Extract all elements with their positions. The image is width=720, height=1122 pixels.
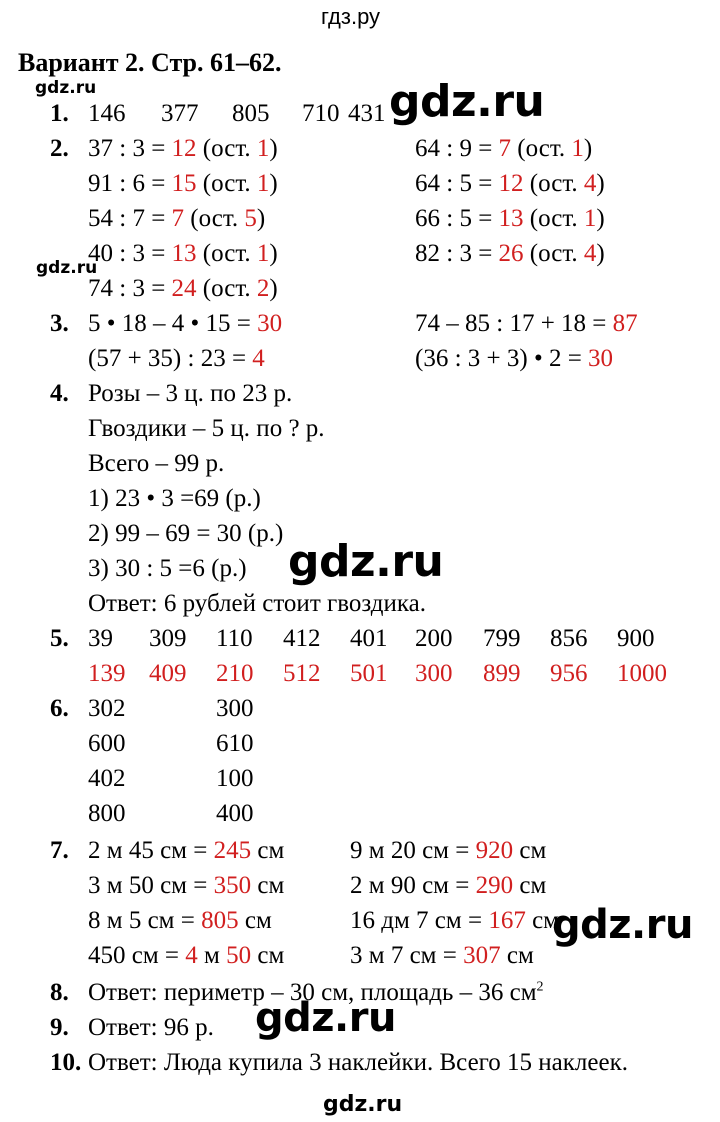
solution-line: Всего – 99 р.: [88, 450, 225, 477]
answer: 30: [257, 310, 283, 337]
remainder-label: (ост.: [511, 135, 572, 162]
expression-row: [88, 346, 265, 371]
answer-remainder: 4: [583, 170, 597, 197]
expression: 37 : 3 =: [88, 135, 172, 162]
answer-quotient: 12: [498, 170, 524, 197]
answer-quotient: 24: [171, 275, 197, 302]
task1-value: 146: [88, 100, 126, 127]
number-cell: 400: [216, 800, 254, 827]
answer: 4: [185, 942, 198, 969]
given-number: 309: [149, 625, 187, 652]
expression: 450 см =: [88, 942, 186, 969]
answer-number: 300: [415, 660, 453, 687]
conversion-row: [350, 873, 546, 898]
task-number: 6.: [50, 695, 69, 722]
task-number: 7.: [50, 837, 69, 864]
answer-number: 899: [483, 660, 521, 687]
answer-remainder: 1: [256, 170, 270, 197]
given-number: 856: [550, 625, 588, 652]
expression: 16 дм 7 см =: [350, 907, 489, 934]
answer-number: 139: [88, 660, 126, 687]
number-cell: 600: [88, 730, 126, 757]
number-cell: 302: [88, 695, 126, 722]
answer: 307: [463, 942, 501, 969]
answer-remainder: 4: [583, 240, 597, 267]
answer: 4: [252, 345, 265, 372]
expression: 54 : 7 =: [88, 205, 172, 232]
answer-quotient: 15: [171, 170, 197, 197]
answer-quotient: 7: [171, 205, 185, 232]
answer-line: Ответ: 6 рублей стоит гвоздика.: [88, 590, 427, 617]
remainder-label: (ост.: [184, 205, 245, 232]
division-row: [415, 241, 605, 266]
bracket: ): [596, 205, 605, 232]
conversion-row: [88, 943, 284, 968]
site-header[interactable]: гдз.ру: [321, 4, 381, 29]
remainder-label: (ост.: [196, 240, 257, 267]
answer: 350: [213, 872, 252, 899]
watermark-small: gdz.ru: [35, 78, 97, 98]
division-row: [88, 206, 265, 231]
answer-number: 501: [350, 660, 388, 687]
expression-row: [88, 311, 282, 336]
number-cell: 100: [216, 765, 254, 792]
answer-remainder: 1: [256, 135, 270, 162]
remainder-label: (ост.: [196, 170, 257, 197]
task1-value: 805: [232, 100, 270, 127]
bracket: ): [269, 240, 278, 267]
solution-line: Гвоздики – 5 ц. по ? р.: [88, 415, 325, 442]
bracket: ): [269, 135, 278, 162]
expression: 40 : 3 =: [88, 240, 172, 267]
expression: 64 : 5 =: [415, 170, 499, 197]
bracket: ): [596, 240, 605, 267]
task-number: 10.: [50, 1049, 82, 1076]
answer: 87: [612, 310, 638, 337]
division-row: [88, 171, 278, 196]
answer-remainder: 1: [256, 240, 270, 267]
answer-line: Ответ: Люда купила 3 наклейки. Всего 15 наклеек.: [88, 1049, 628, 1076]
answer-number: 210: [216, 660, 254, 687]
given-number: 900: [617, 625, 655, 652]
task-number: 1.: [50, 100, 69, 127]
unit: м: [197, 942, 227, 969]
task-number: 2.: [50, 135, 69, 162]
answer-remainder: 1: [583, 205, 597, 232]
answer-line: [88, 980, 544, 1005]
task1-value: 710: [302, 100, 340, 127]
watermark-large: gdz.ru: [255, 995, 396, 1041]
conversion-row: [88, 838, 284, 863]
unit: см: [525, 907, 559, 934]
remainder-label: (ост.: [523, 205, 584, 232]
unit: см: [251, 837, 285, 864]
watermark-large: gdz.ru: [288, 536, 444, 587]
unit: см: [238, 907, 272, 934]
expression: 2 м 45 см =: [88, 837, 214, 864]
number-cell: 402: [88, 765, 126, 792]
unit: см: [513, 837, 547, 864]
answer-number: 512: [283, 660, 321, 687]
answer-quotient: 13: [498, 205, 524, 232]
watermark-large: gdz.ru: [389, 76, 545, 127]
unit: см: [251, 942, 285, 969]
conversion-row: [88, 873, 284, 898]
solution-line: 1) 23 • 3 =69 (р.): [88, 485, 261, 512]
number-cell: 800: [88, 800, 126, 827]
unit: см: [513, 872, 547, 899]
expression: 82 : 3 =: [415, 240, 499, 267]
given-number: 799: [483, 625, 521, 652]
expression: 9 м 20 см =: [350, 837, 476, 864]
given-number: 200: [415, 625, 453, 652]
expression: 5 • 18 – 4 • 15 =: [88, 310, 258, 337]
bracket: ): [596, 170, 605, 197]
answer: 290: [475, 872, 514, 899]
answer-remainder: 5: [244, 205, 257, 232]
page-title: Вариант 2. Стр. 61–62.: [18, 48, 282, 77]
conversion-row: [350, 943, 534, 968]
conversion-row: [88, 908, 272, 933]
division-row: [88, 276, 278, 301]
expression: 2 м 90 см =: [350, 872, 476, 899]
remainder-label: (ост.: [523, 170, 584, 197]
answer: 30: [588, 345, 614, 372]
task-number: 4.: [50, 380, 69, 407]
bracket: ): [269, 170, 278, 197]
answer-remainder: 2: [256, 275, 270, 302]
answer-quotient: 13: [171, 240, 197, 267]
expression: 64 : 9 =: [415, 135, 499, 162]
superscript: 2: [536, 979, 544, 995]
division-row: [415, 206, 605, 231]
task-number: 3.: [50, 310, 69, 337]
solution-line: Розы – 3 ц. по 23 р.: [88, 380, 293, 407]
task-number: 8.: [50, 979, 69, 1006]
answer-number: 956: [550, 660, 588, 687]
answer-number: 409: [149, 660, 187, 687]
answer: 245: [213, 837, 252, 864]
solution-line: 2) 99 – 69 = 30 (р.): [88, 520, 284, 547]
task1-value: 431: [348, 100, 386, 127]
answer: 805: [201, 907, 239, 934]
remainder-label: (ост.: [196, 135, 257, 162]
expression: 74 – 85 : 17 + 18 =: [415, 310, 613, 337]
division-row: [415, 136, 592, 161]
task-number: 5.: [50, 625, 69, 652]
answer-remainder: 1: [571, 135, 584, 162]
task1-value: 377: [161, 100, 199, 127]
answer: 50: [226, 942, 252, 969]
expression: 3 м 7 см =: [350, 942, 464, 969]
answer: 920: [475, 837, 514, 864]
answer-number: 1000: [617, 660, 667, 687]
remainder-label: (ост.: [196, 275, 257, 302]
division-row: [415, 171, 605, 196]
answer-quotient: 26: [498, 240, 524, 267]
expression: 91 : 6 =: [88, 170, 172, 197]
answer: 167: [488, 907, 526, 934]
expression-row: [415, 311, 638, 336]
task-number: 9.: [50, 1014, 69, 1041]
watermark-bottom[interactable]: gdz.ru: [323, 1092, 403, 1117]
division-row: [88, 136, 278, 161]
given-number: 401: [350, 625, 388, 652]
expression-row: [415, 346, 613, 371]
expression: (57 + 35) : 23 =: [88, 345, 253, 372]
expression: 8 м 5 см =: [88, 907, 202, 934]
unit: см: [500, 942, 534, 969]
watermark-large: gdz.ru: [552, 902, 693, 948]
answer-text: Ответ: периметр – 30 см, площадь – 36 см: [88, 979, 537, 1006]
bracket: ): [269, 275, 278, 302]
solution-line: 3) 30 : 5 =6 (р.): [88, 555, 247, 582]
number-cell: 300: [216, 695, 254, 722]
given-number: 412: [283, 625, 321, 652]
answer-line: Ответ: 96 р.: [88, 1014, 214, 1041]
answer-quotient: 7: [498, 135, 512, 162]
unit: см: [251, 872, 285, 899]
given-number: 39: [88, 625, 113, 652]
expression: 74 : 3 =: [88, 275, 172, 302]
given-number: 110: [216, 625, 253, 652]
number-cell: 610: [216, 730, 254, 757]
conversion-row: [350, 908, 559, 933]
bracket: ): [256, 205, 266, 232]
division-row: [88, 241, 278, 266]
expression: 3 м 50 см =: [88, 872, 214, 899]
bracket: ): [583, 135, 593, 162]
answer-quotient: 12: [171, 135, 197, 162]
watermark-small: gdz.ru: [36, 258, 98, 278]
expression: (36 : 3 + 3) • 2 =: [415, 345, 589, 372]
remainder-label: (ост.: [523, 240, 584, 267]
expression: 66 : 5 =: [415, 205, 499, 232]
conversion-row: [350, 838, 546, 863]
